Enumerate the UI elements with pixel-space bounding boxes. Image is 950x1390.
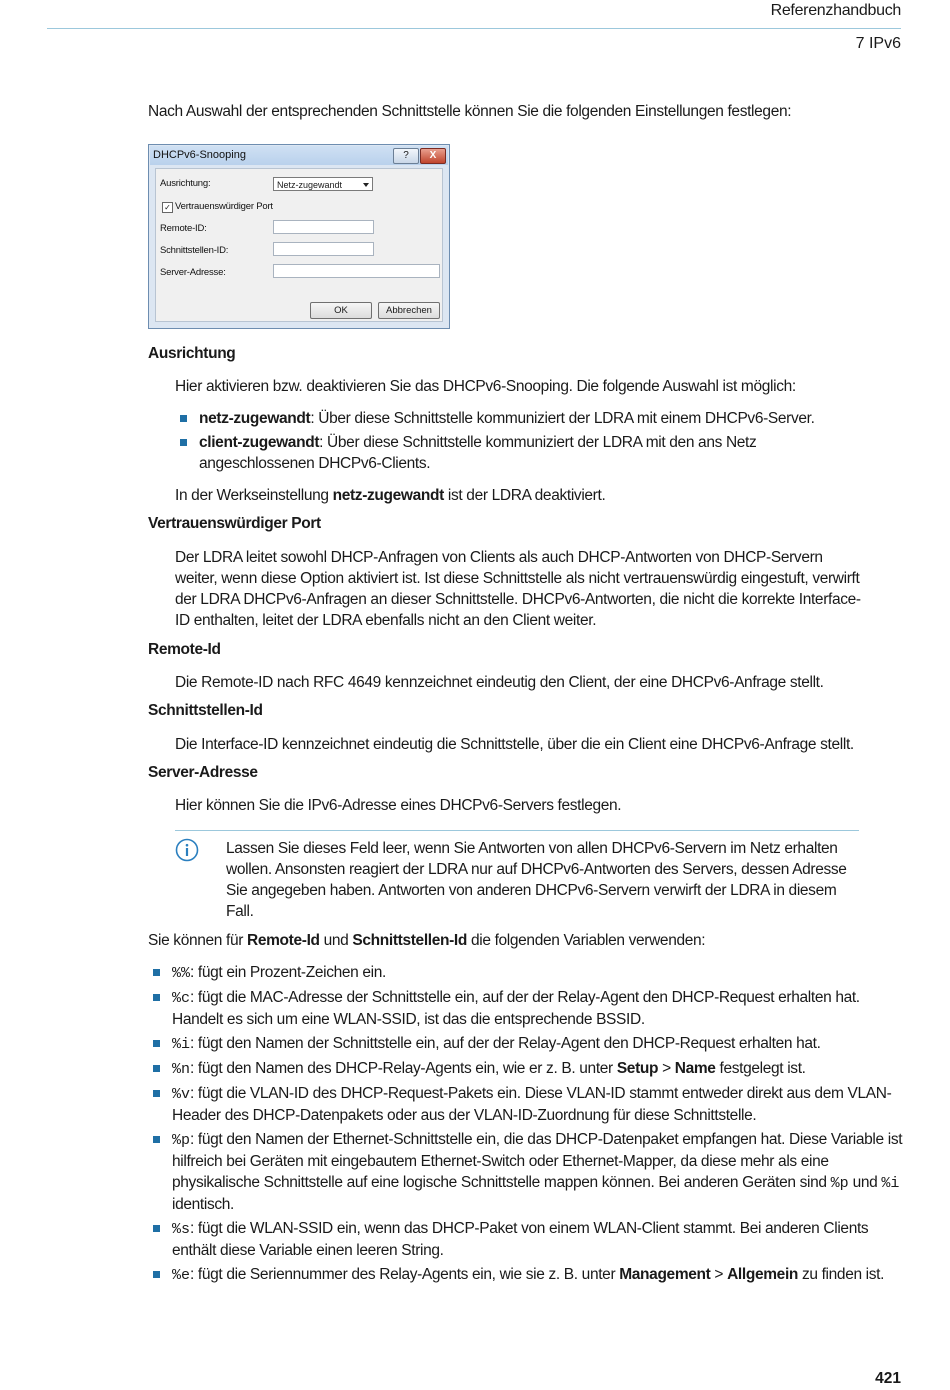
bullet-icon (153, 994, 160, 1001)
note-rule (175, 830, 859, 831)
bullet-icon (153, 1065, 160, 1072)
ausrichtung-text: Hier aktivieren bzw. deaktivieren Sie das DHCPv6-Snooping. Die folgende Auswahl ist möglich: (175, 378, 796, 395)
server-address-label: Server-Adresse: (160, 267, 226, 278)
header-rule (47, 28, 901, 29)
bullet-icon (153, 1040, 160, 1047)
variables-list (148, 962, 908, 1289)
info-icon (175, 838, 199, 862)
cancel-button[interactable]: Abbrechen (378, 302, 440, 319)
intro-text: Nach Auswahl der entsprechenden Schnittstelle können Sie die folgenden Einstellungen festlegen: (148, 103, 792, 120)
running-header-manual: Referenzhandbuch (770, 2, 901, 19)
server-address-text: Hier können Sie die IPv6-Adresse eines DHCPv6-Servers festlegen. (175, 797, 622, 814)
ausrichtung-label: Ausrichtung: (160, 178, 211, 189)
heading-trusted-port: Vertrauenswürdiger Port (148, 515, 321, 532)
list-item: netz-zugewandt: Über diese Schnittstelle kommuniziert der LDRA mit einem DHCPv6-Server. (175, 408, 865, 429)
remote-id-label: Remote-ID: (160, 223, 207, 234)
close-icon[interactable]: X (420, 148, 446, 164)
bullet-icon (153, 969, 160, 976)
trusted-port-label: Vertrauenswürdiger Port (175, 201, 273, 212)
list-item: %p: fügt den Namen der Ethernet-Schnittstelle ein, die das DHCP-Datenpaket empfangen hat. Diese Variable ist hilfreich bei Geräten mit eingebautem Ethernet-Switch oder Ethernet-Mapper, da diese mehr als eine physikalische Schnittstelle auf eine logische Schnittstelle mappen können. Bei anderen Geräten sind %p und %i identisch. (148, 1129, 908, 1215)
list-item: %c: fügt die MAC-Adresse der Schnittstelle ein, auf der der Relay-Agent den DHCP-Request erhalten hat. Handelt es sich um eine WLAN-SSID, ist das die entsprechende BSSID. (148, 987, 908, 1030)
dialog-title: DHCPv6-Snooping (150, 146, 448, 165)
list-item: %%: fügt ein Prozent-Zeichen ein. (148, 962, 908, 984)
list-item: %i: fügt den Namen der Schnittstelle ein, auf der der Relay-Agent den DHCP-Request erhalten hat. (148, 1033, 908, 1055)
list-item: %s: fügt die WLAN-SSID ein, wenn das DHCP-Paket von einem WLAN-Client stammt. Bei anderen Clients enthält diese Variable einen leeren String. (148, 1218, 908, 1261)
ok-button[interactable]: OK (310, 302, 372, 319)
ausrichtung-options (175, 408, 865, 477)
chevron-down-icon (363, 183, 369, 187)
running-header-chapter: 7 IPv6 (855, 35, 901, 52)
trusted-port-checkbox[interactable]: ✓ (162, 202, 173, 213)
server-address-input[interactable] (273, 264, 440, 278)
trusted-port-text: Der LDRA leitet sowohl DHCP-Anfragen von Clients als auch DHCP-Antworten von DHCP-Servern weiter, wenn diese Option aktiviert ist. Ist diese Schnittstelle als nicht vertrauenswürdig eingestuft, verwirft der LDRA DHCPv6-Anfragen an dieser Schnittstelle. DHCPv6-Antworten, die nicht die korrekte Interface-ID enthalten, leitet der LDRA ebenfalls nicht an den Client weiter. (175, 549, 861, 629)
list-item: %v: fügt die VLAN-ID des DHCP-Request-Pakets ein. Diese VLAN-ID stammt entweder direkt aus dem VLAN-Header des DHCP-Datenpakets oder aus der VLAN-ID-Zuordnung für diese Schnittstelle. (148, 1083, 908, 1126)
bullet-icon (153, 1225, 160, 1232)
bullet-icon (180, 439, 187, 446)
interface-id-input[interactable] (273, 242, 374, 256)
bullet-icon (153, 1136, 160, 1143)
remote-id-input[interactable] (273, 220, 374, 234)
heading-ausrichtung: Ausrichtung (148, 345, 236, 362)
interface-id-text: Die Interface-ID kennzeichnet eindeutig die Schnittstelle, über die ein Client eine DHCPv6-Anfrage stellt. (175, 736, 854, 753)
list-item: %n: fügt den Namen des DHCP-Relay-Agents ein, wie er z. B. unter Setup > Name festgelegt ist. (148, 1058, 908, 1080)
heading-interface-id: Schnittstellen-Id (148, 702, 263, 719)
variables-intro: Sie können für Remote-Id und Schnittstellen-Id die folgenden Variablen verwenden: (148, 932, 706, 949)
help-icon[interactable]: ? (393, 148, 419, 164)
dhcpv6-snooping-dialog (148, 144, 450, 329)
dialog-body (155, 168, 443, 322)
heading-remote-id: Remote-Id (148, 641, 221, 658)
list-item: client-zugewandt: Über diese Schnittstelle kommuniziert der LDRA mit den ans Netz angeschlossenen DHCPv6-Clients. (175, 432, 865, 474)
bullet-icon (180, 415, 187, 422)
list-item: %e: fügt die Seriennummer des Relay-Agents ein, wie sie z. B. unter Management > Allgemein zu finden ist. (148, 1264, 908, 1286)
remote-id-text: Die Remote-ID nach RFC 4649 kennzeichnet eindeutig den Client, der eine DHCPv6-Anfrage stellt. (175, 674, 824, 691)
bullet-icon (153, 1271, 160, 1278)
bullet-icon (153, 1090, 160, 1097)
page-number: 421 (875, 1370, 901, 1387)
interface-id-label: Schnittstellen-ID: (160, 245, 229, 256)
heading-server-address: Server-Adresse (148, 764, 258, 781)
ausrichtung-select-value: Netz-zugewandt (277, 180, 343, 190)
ausrichtung-select[interactable] (273, 177, 373, 191)
note-text: Lassen Sie dieses Feld leer, wenn Sie Antworten von allen DHCPv6-Servern im Netz erhalten wollen. Ansonsten reagiert der LDRA nur auf DHCPv6-Antworten des Servers, dessen Adresse Sie angegeben haben. Antworten von anderen DHCPv6-Servern verwirft der LDRA in diesem Fall. (226, 840, 847, 920)
ausrichtung-default: In der Werkseinstellung netz-zugewandt ist der LDRA deaktiviert. (175, 487, 606, 504)
